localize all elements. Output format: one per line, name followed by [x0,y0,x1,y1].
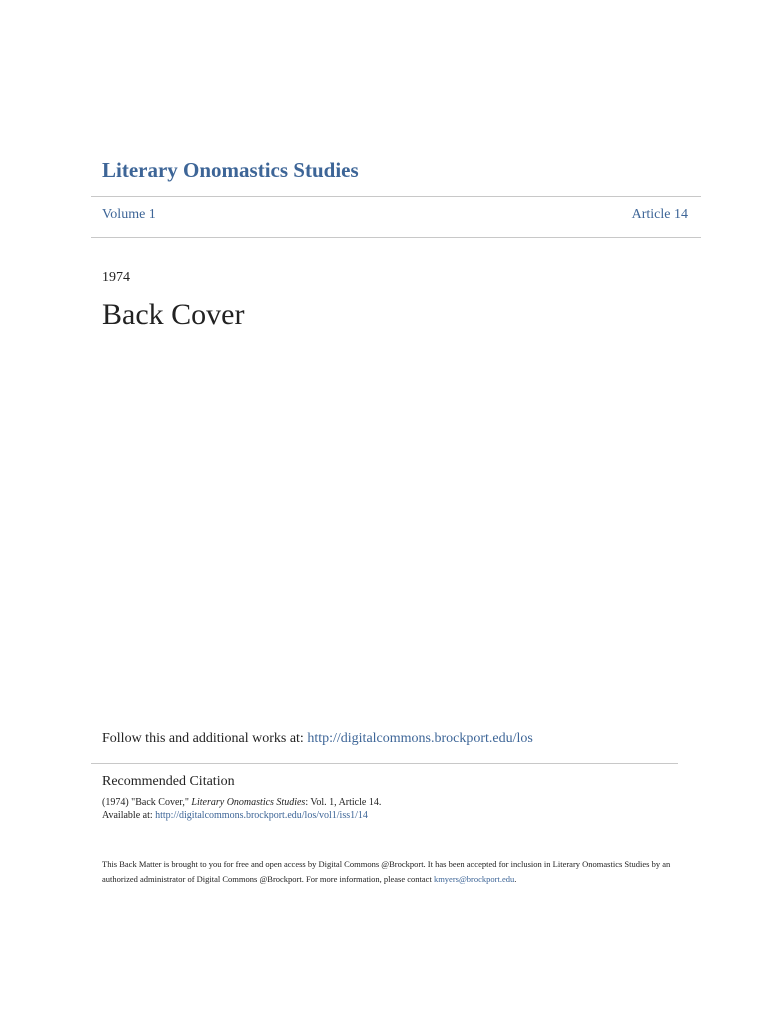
publication-year: 1974 [102,270,130,285]
top-divider [91,196,701,197]
footer-text: This Back Matter is brought to you for free and open access by Digital Commons @Brockport. It has been accepted for inclusion in Literary Onomastics Studies by an authorized administrator of Digital Commons @Brockport. For more information, please contact [102,859,671,884]
document-title: Back Cover [102,298,245,331]
available-url-link[interactable]: http://digitalcommons.brockport.edu/los/vol1/iss1/14 [155,810,368,821]
follow-line [102,731,533,747]
volume-link[interactable]: Volume 1 [102,207,156,222]
citation-prefix: (1974) "Back Cover," [102,797,192,808]
recommended-citation-heading: Recommended Citation [102,774,235,789]
available-line [102,809,381,822]
follow-url-link[interactable]: http://digitalcommons.brockport.edu/los [307,731,533,746]
citation-block [102,796,381,822]
follow-prefix: Follow this and additional works at: [102,731,308,746]
journal-title[interactable]: Literary Onomastics Studies [102,158,359,182]
footer-notice [102,857,682,887]
citation-journal: Literary Onomastics Studies [191,797,306,808]
citation-divider [91,763,678,764]
contact-email-link[interactable]: kmyers@brockport.edu [433,874,515,884]
article-link[interactable]: Article 14 [631,207,688,222]
available-label: Available at: [102,810,156,821]
header-divider [91,237,701,238]
footer-end: . [514,874,517,884]
citation-line [102,796,381,809]
citation-suffix: : Vol. 1, Article 14. [305,797,382,808]
